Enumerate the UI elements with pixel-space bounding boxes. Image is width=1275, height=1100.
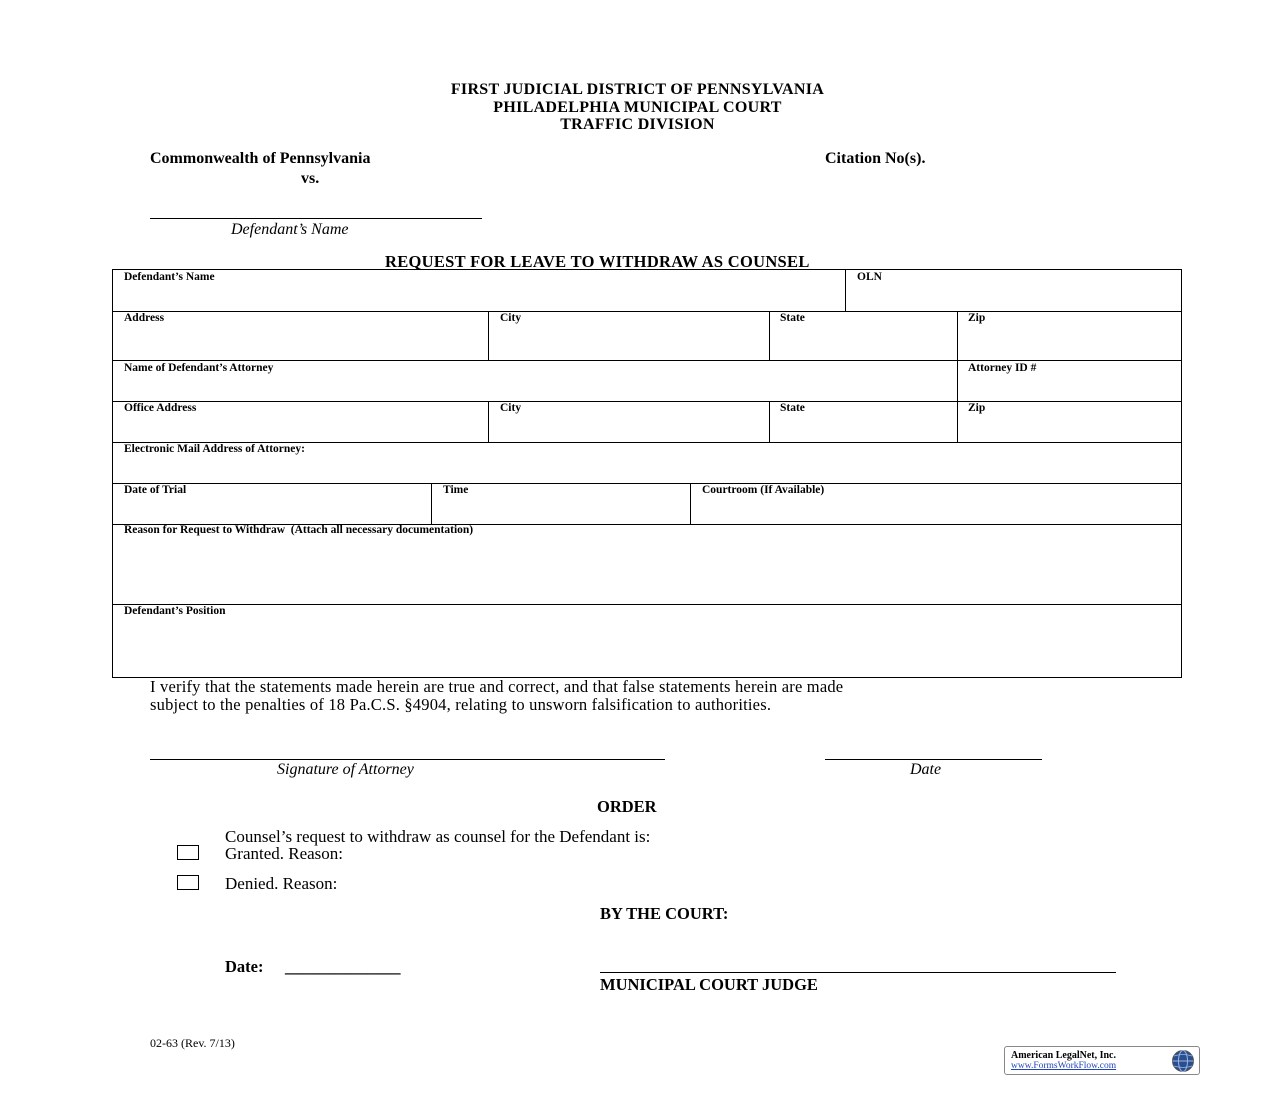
field-attorney-name[interactable]: Name of Defendant’s Attorney	[124, 362, 274, 374]
order-intro: Counsel’s request to withdraw as counsel for the Defendant is:	[225, 827, 651, 846]
field-attorney-email[interactable]: Electronic Mail Address of Attorney:	[124, 443, 305, 455]
order-date-label: Date:	[225, 957, 264, 976]
globe-icon	[1171, 1049, 1195, 1073]
field-zip[interactable]: Zip	[968, 312, 986, 324]
verification-line-2: subject to the penalties of 18 Pa.C.S. §4904, relating to unsworn falsification to authorities.	[150, 695, 772, 714]
by-the-court-label: BY THE COURT:	[600, 904, 729, 923]
court-name: FIRST JUDICIAL DISTRICT OF PENNSYLVANIA	[450, 81, 825, 98]
judge-label: MUNICIPAL COURT JUDGE	[600, 975, 818, 994]
denied-label: Denied. Reason:	[225, 874, 338, 893]
col-divider	[957, 401, 958, 442]
signature-date-label: Date	[910, 761, 942, 778]
defendant-name-line[interactable]	[150, 218, 482, 219]
col-divider	[690, 483, 691, 524]
order-title: ORDER	[597, 797, 657, 816]
logo-url-link[interactable]: www.FormsWorkFlow.com	[1011, 1061, 1117, 1071]
field-city[interactable]: City	[500, 312, 522, 324]
versus-label: vs.	[301, 170, 320, 187]
request-form-table	[112, 269, 1182, 678]
field-state[interactable]: State	[780, 312, 805, 324]
field-trial-date[interactable]: Date of Trial	[124, 484, 187, 496]
col-divider	[431, 483, 432, 524]
field-office-state[interactable]: State	[780, 402, 805, 414]
field-defendant-position[interactable]: Defendant’s Position	[124, 605, 226, 617]
row-divider	[113, 604, 1181, 605]
col-divider	[845, 270, 846, 311]
granted-label: Granted. Reason:	[225, 844, 344, 863]
col-divider	[488, 311, 489, 360]
form-number: 02-63 (Rev. 7/13)	[150, 1036, 235, 1050]
citation-label: Citation No(s).	[825, 150, 926, 167]
field-office-address[interactable]: Office Address	[124, 402, 197, 414]
granted-checkbox[interactable]	[177, 845, 199, 860]
row-divider	[113, 401, 1181, 402]
col-divider	[769, 401, 770, 442]
field-office-city[interactable]: City	[500, 402, 522, 414]
col-divider	[488, 401, 489, 442]
attorney-signature-label: Signature of Attorney	[277, 761, 414, 778]
denied-checkbox[interactable]	[177, 875, 199, 890]
field-defendant-name[interactable]: Defendant’s Name	[124, 271, 215, 283]
attorney-signature-line[interactable]	[150, 759, 665, 760]
court-subname: PHILADELPHIA MUNICIPAL COURT	[493, 99, 782, 116]
col-divider	[769, 311, 770, 360]
field-oln[interactable]: OLN	[857, 271, 882, 283]
col-divider	[957, 311, 958, 360]
order-date-blank[interactable]: ______________	[285, 957, 401, 976]
division-name: TRAFFIC DIVISION	[560, 116, 715, 133]
field-attorney-id[interactable]: Attorney ID #	[968, 362, 1037, 374]
american-legalnet-logo[interactable]	[1004, 1046, 1200, 1075]
row-divider	[113, 311, 1181, 312]
row-divider	[113, 483, 1181, 484]
field-withdraw-reason[interactable]: Reason for Request to Withdraw (Attach all necessary documentation)	[124, 524, 474, 536]
field-courtroom[interactable]: Courtroom (If Available)	[702, 484, 825, 496]
row-divider	[113, 360, 1181, 361]
col-divider	[957, 360, 958, 401]
judge-signature-line[interactable]	[600, 972, 1116, 973]
field-trial-time[interactable]: Time	[443, 484, 469, 496]
field-office-zip[interactable]: Zip	[968, 402, 986, 414]
form-title: REQUEST FOR LEAVE TO WITHDRAW AS COUNSEL	[385, 252, 810, 271]
plaintiff-name: Commonwealth of Pennsylvania	[150, 150, 371, 167]
logo-company-name: American LegalNet, Inc.	[1011, 1050, 1116, 1061]
signature-date-line[interactable]	[825, 759, 1042, 760]
verification-line-1: I verify that the statements made herein are true and correct, and that false statements herein are made	[150, 677, 844, 696]
defendant-name-caption-label: Defendant’s Name	[231, 221, 349, 238]
field-address[interactable]: Address	[124, 312, 165, 324]
